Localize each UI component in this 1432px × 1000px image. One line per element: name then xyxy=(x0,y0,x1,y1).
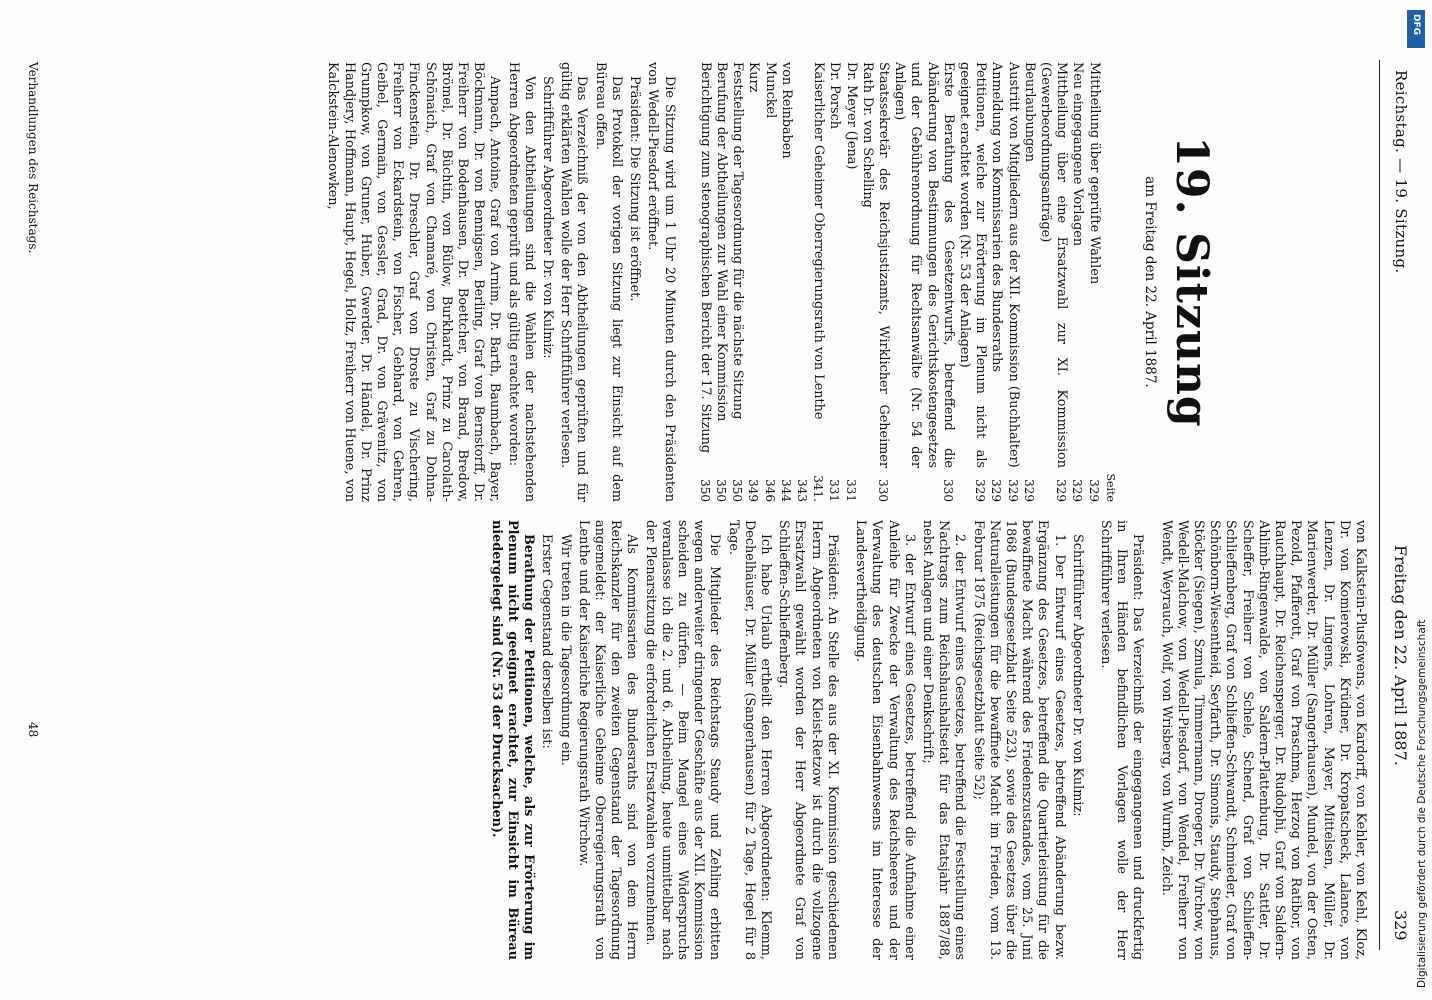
left-column xyxy=(322,62,1368,502)
toc-entry-page: 329 xyxy=(1005,479,1020,502)
toc-entry-page: 344 xyxy=(778,479,793,502)
leave-granted: Ich habe Urlaub ertheilt den Herren Abgeordneten: Klemm, Dechelhäuser, Dr. Müller (Sangerhausen) für 2 Tage, Hegel für 8 Tage. xyxy=(725,520,774,960)
toc-row xyxy=(778,62,794,502)
toc-row xyxy=(713,62,729,502)
toc-row xyxy=(826,62,842,502)
toc-entry-text: Austritt von Mitgliedern aus der XII. Kommission (Buchhalter) xyxy=(1005,62,1021,468)
session-title: 19. Sitzung xyxy=(1166,136,1217,428)
footer-label: Verhandlungen des Reichstags. xyxy=(26,62,40,254)
toc-entry-page: 329 xyxy=(1086,479,1101,502)
toc-row xyxy=(1069,62,1085,502)
toc-seite-label: Seite xyxy=(1103,473,1117,502)
toc-row xyxy=(745,62,761,502)
toc-entry-text: Neu eingegangene Vorlagen xyxy=(1070,62,1086,247)
opening-statement: Die Sitzung wird um 1 Uhr 20 Minuten durch den Präsidenten von Wedell-Piesdorf eröffnet. xyxy=(645,62,677,502)
bill-item-3: 3. der Entwurf eines Gesetzes, betreffend die Aufnahme einer Anleihe für Zwecke der Verwaltung des Reichsheeres und der Verwaltung des deutschen Eisenbahnwesens im Interesse der Landesvertheidigung. xyxy=(853,520,917,960)
toc-entry-text: Feststellung der Tagesordnung für die nächste Sitzung xyxy=(730,62,746,420)
president-statement-3: Präsident: An Stelle des aus der XI. Kommission geschiedenen Herrn Abgeordneten von Kleist-Retzow ist durch die vollzogene Ersatzwahl gewählt worden der Herr Abgeordnete Graf von Schlieffen-Schlieffenberg. xyxy=(776,520,840,960)
toc-row xyxy=(794,62,826,502)
toc-entry-page: 331 xyxy=(843,479,858,502)
dfg-logo-icon xyxy=(1407,10,1425,48)
schriftfuehrer-label: Schriftführer Abgeordneter Dr. von Kulmiz: xyxy=(540,76,556,359)
dfg-logo-text: DFG xyxy=(1411,14,1421,36)
toc-entry-text: Mittheilung über geprüfte Wahlen xyxy=(1086,62,1102,285)
toc-entry-text: Dr. Porsch xyxy=(827,62,843,129)
toc-entry-text: Mittheilung über eine Ersatzwahl zur XI. Kommission (Gewerbeordnungsanträge) xyxy=(1037,62,1070,468)
toc-entry-page: 349 xyxy=(746,479,761,502)
toc-list xyxy=(697,62,1102,502)
toc-entry-page: 331 xyxy=(827,479,842,502)
page-number: 329 xyxy=(1391,910,1410,941)
toc-entry-text: Kaiserlicher Geheimer Oberregierungsrath von Lenthe xyxy=(811,62,827,420)
toc-entry-text: Anmeldung von Kommissarien des Bundesraths xyxy=(989,62,1005,372)
deputy-names-continued: von Kalkstein-Plusfowens, von Kardorff, von Kehler, von Kehl, Kloz, Dr. von Komierowski, Krüdner, Dr. Kropatscheck, Lalance, von Lenzen, Dr. Lingens, Lohren, Mayer, Mittelsen, Müller, Dr. Marienwerder, Dr. Müller (Sangerhausen), Mundel, von der Osten, Pezold, Pfafferott, Graf von Praschma, Herzog von Ratibor, von Rauchhaupt, Dr. Reichensperger, Dr. Rudolphi, Graf von Saldern-Ahlimb-Ringenwalde, von Saldern-Plattenburg, Dr. Sattler, Dr. Scheffer, Freiherr von Schele, Schend, Graf von Schlieffen-Schlieffenberg, Graf von Schlieffen-Schwandt, Schmieder, Graf von Schönborn-Wiesentheid, Seyfarth, Dr. Simonis, Staudy, Stephanus, Stöcker (Siegen), Szmula, Timmermann, Droeger, Dr. Virchow, von Wedell-Malchow, von Wedell-Piesdorf, von Wendel, Freiherr von Wendt, Weyrauch, Wolf, von Wrisberg, von Wurmb, Zeich. xyxy=(1158,520,1368,960)
agenda-entry: Wir treten in die Tagesordnung ein. xyxy=(557,534,573,766)
toc-row xyxy=(988,62,1004,502)
right-column xyxy=(486,520,1368,960)
wahlen-intro: Von den Abtheilungen sind die Wahlen der nachstehenden Herren Abgeordneten geprüft und als gültig erachtet worden: xyxy=(505,62,537,502)
protocol-note: Das Protokoll der vorigen Sitzung liegt zur Einsicht auf dem Büreau offen. xyxy=(592,62,624,502)
deputy-names: Ampach, Antoine, Graf von Arnim, Dr. Barth, Baumbach, Bayer, Böckmann, Dr. von Bennigsen, Berling, Graf von Bernstorff, Dr. Freiherr von Bodenhausen, Dr. Boettcher, von Brand, Bredow, Brömel, Dr. Büchtin, von Bülow, Burkhardt, Prinz zu Carolath-Schönaich, Graf von Chamaré, von Christen, Graf zu Dohna-Finckenstein, Dr. Dreschler, Graf von Droste zu Vischering, Freiherr von Eckardstein, von Fischer, Gebhard, von Gehren, Geibel, Germain, von Gessler, Grad, Dr. von Grävenitz, von Grumpkow, von Gruner, Huber, Gwerder, Dr. Händel, Dr. Prinz Handjery, Hoffmann, Haupt, Hegel, Holtz, Freiherr von Huene, von Kalckstein-Alenowken, xyxy=(325,62,503,502)
toc-entry-text: von Reinbaben xyxy=(778,62,794,159)
toc-entry-text: Erste Berathung des Gesetzentwurfs, betreffend die Abänderung von Bestimmungen des Gerichtskostengesetzes und der Gebührenordnung für Rechtsanwälte (Nr. 54 der Anlagen) xyxy=(892,62,956,468)
running-head-right: Freitag den 22. April 1887. xyxy=(1391,545,1410,766)
commissioners: Als Kommissarien des Bundesraths sind von dem Herrn Reichskanzler für den zweiten Gegenstand der Tagesordnung angemeldet: der Kaiserliche Geheime Oberregierungsrath von Lenthe und der Kaiserliche Regierungsrath Wirchow. xyxy=(575,520,640,960)
toc-row xyxy=(729,62,745,502)
toc-row xyxy=(859,62,891,502)
toc-entry-page: 329 xyxy=(973,479,988,502)
toc-entry-page: 350 xyxy=(697,479,712,502)
toc-row xyxy=(1004,62,1020,502)
toc-entry-text: Petitionen, welche zur Erörterung im Plenum nicht als geeignet erachtet worden (Nr. 53 der Anlagen) xyxy=(956,62,989,468)
verzeichnis-request: Das Verzeichniß der von den Abtheilungen geprüften und für gültig erklärten Wahlen wolle der Herr Schriftführer verlesen. xyxy=(558,62,590,502)
first-item: Erster Gegenstand derselben ist: xyxy=(539,534,555,749)
toc-row xyxy=(891,62,956,502)
toc-entry-page: 330 xyxy=(875,479,890,502)
bill-item-2: 2. der Entwurf eines Gesetzes, betreffend die Feststellung eines Nachtrags zum Reichshaushaltsetat für das Etatsjahr 1887/88, nebst Anlagen und einer Denkschrift; xyxy=(919,520,968,960)
president-statement-2: Präsident: Das Verzeichniß der eingegangenen und druckfertig in Ihren Händen befindlichen Vorlagen wolle der Herr Schriftführer verlesen. xyxy=(1097,520,1146,960)
toc-entry-page: 329 xyxy=(989,479,1004,502)
toc-row xyxy=(956,62,988,502)
header-rule xyxy=(1379,60,1380,950)
toc-entry-text: Berufung der Abtheilungen zur Wahl einer Kommission xyxy=(713,62,729,422)
toc-entry-page: 350 xyxy=(730,479,745,502)
schriftfuehrer-label-2: Schriftführer Abgeordneter Dr. von Kulmiz: xyxy=(1069,534,1085,817)
dfg-credit-text: Digitalisierung gefördert durch die Deutsche Forschungsgemeinschaft xyxy=(1416,619,1428,988)
toc-entry-page: 330 xyxy=(940,479,955,502)
toc-entry-page: 329 xyxy=(1021,479,1036,502)
toc-row xyxy=(1021,62,1037,502)
toc-entry-text: Berichtigung zum stenographischen Bericht der 17. Sitzung xyxy=(697,62,713,454)
president-statement-1: Präsident: Die Sitzung ist eröffnet. xyxy=(627,76,643,302)
commission-exit: Die Mitglieder des Reichstags Staudy und Zehling erbitten wegen anderweiter dringender Geschäfte aus der XII. Kommission scheiden zu dürfen. — Beim Mangel eines Widerspruchs veranlasse ich die 2. und 6. Abtheilung, heute unmittelbar nach der Plenarsitzung die erforderlichen Ersatzwahlen vorzunehmen. xyxy=(642,520,723,960)
toc-row xyxy=(1085,62,1101,502)
toc-entry-text: Kurz xyxy=(746,62,762,93)
toc-row xyxy=(842,62,858,502)
toc-entry-text: Munckel xyxy=(762,62,778,119)
petitions-deliberation: Berathung der Petitionen, welche, als zur Erörterung im Plenum nicht geeignet erachtet, zur Einsicht im Büreau niedergelegt sind (Nr. 53 der Drucksachen). xyxy=(488,520,537,960)
session-subtitle: am Freitag den 22. April 1887. xyxy=(1142,176,1158,388)
toc-row xyxy=(761,62,777,502)
toc-entry-text: Beurlaubungen xyxy=(1021,62,1037,162)
toc-entry-text: Dr. Meyer (Jena) xyxy=(843,62,859,170)
toc-row xyxy=(697,62,713,502)
toc-entry-page: 341. 343 xyxy=(794,475,826,502)
toc-entry-page: 350 xyxy=(713,479,728,502)
toc-row xyxy=(1037,62,1069,502)
running-head-left: Reichstag. — 19. Sitzung. xyxy=(1392,70,1410,274)
toc-entry-page: 346 xyxy=(762,479,777,502)
bill-item-1: 1. Der Entwurf eines Gesetzes, betreffend Abänderung bezw. Ergänzung des Gesetzes, betreffend die Quartierleistung für die bewaffnete Macht während des Friedenszustandes, vom 25. Juni 1868 (Bundesgesetzblatt Seite 523), sowie des Gesetzes über die Naturalleistungen für die bewaffnete Macht im Frieden, vom 13. Februar 1875 (Reichsgesetzblatt Seite 52); xyxy=(970,520,1067,960)
toc-entry-page: 329 xyxy=(1054,479,1069,502)
toc-entry-page: 329 xyxy=(1070,479,1085,502)
table-of-contents xyxy=(697,62,1118,502)
signature-number: 48 xyxy=(26,722,40,738)
toc-entry-text: Staatssekretär des Reichsjustizamts, Wirklicher Geheimer Rath Dr. von Schelling xyxy=(859,62,891,468)
